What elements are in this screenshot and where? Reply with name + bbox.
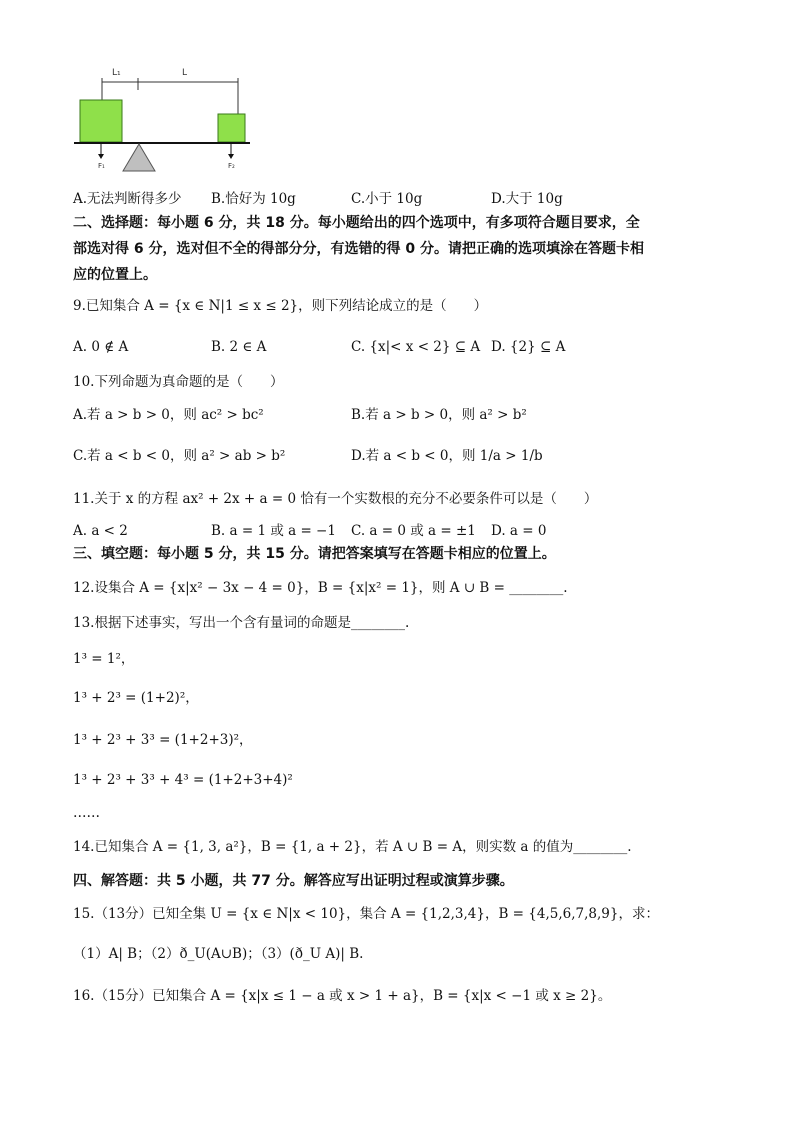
section2-heading-line2: 部选对得 6 分，选对但不全的得部分分，有选错的得 0 分。请把正确的选项填涂在答题卡相 bbox=[73, 241, 644, 257]
q11-option-b: B. a = 1 或 a = −1 bbox=[211, 523, 336, 539]
q13-ellipsis: …… bbox=[73, 805, 100, 821]
lever-balance-figure bbox=[72, 60, 252, 178]
q9-stem: 9.已知集合 A = {x ∈ N|1 ≤ x ≤ 2}，则下列结论成立的是（ ） bbox=[73, 298, 488, 314]
q15-line2: （1）A| B；（2）ð_U(A∪B)；（3）(ð_U A)| B. bbox=[73, 946, 364, 962]
q10-option-c: C.若 a < b < 0，则 a² > ab > b² bbox=[73, 448, 286, 464]
q8-option-d: D.大于 10g bbox=[491, 191, 563, 207]
q8-option-c: C.小于 10g bbox=[351, 191, 423, 207]
q13-fact-1: 1³ = 1²， bbox=[73, 651, 135, 667]
q9-option-d: D. {2} ⊆ A bbox=[491, 339, 566, 355]
q13-fact-2: 1³ + 2³ = (1+2)²， bbox=[73, 690, 199, 706]
label-f2: F₂ bbox=[228, 162, 235, 170]
label-l: L bbox=[182, 68, 188, 78]
q10-option-b: B.若 a > b > 0，则 a² > b² bbox=[351, 407, 527, 423]
q9-option-c: C. {x|< x < 2} ⊆ A bbox=[351, 339, 481, 355]
q11-option-a: A. a < 2 bbox=[73, 523, 128, 539]
left-block bbox=[80, 100, 122, 142]
q15-line1: 15.（13分）已知全集 U = {x ∈ N|x < 10}，集合 A = {1,2,3,4}，B = {4,5,6,7,8,9}，求： bbox=[73, 906, 659, 922]
fulcrum bbox=[123, 144, 155, 171]
q13-fact-3: 1³ + 2³ + 3³ = (1+2+3)²， bbox=[73, 732, 253, 748]
section4-heading: 四、解答题：共 5 小题，共 77 分。解答应写出证明过程或演算步骤。 bbox=[73, 873, 514, 889]
q13-fact-4: 1³ + 2³ + 3³ + 4³ = (1+2+3+4)² bbox=[73, 772, 293, 788]
q10-option-a: A.若 a > b > 0，则 ac² > bc² bbox=[73, 407, 264, 423]
q11-option-c: C. a = 0 或 a = ±1 bbox=[351, 523, 476, 539]
section2-heading-line1: 二、选择题：每小题 6 分，共 18 分。每小题给出的四个选项中，有多项符合题目要求，全 bbox=[73, 215, 640, 231]
section3-heading: 三、填空题：每小题 5 分，共 15 分。请把答案填写在答题卡相应的位置上。 bbox=[73, 546, 556, 562]
right-block bbox=[218, 114, 245, 142]
q16-text: 16.（15分）已知集合 A = {x|x ≤ 1 − a 或 x > 1 + a}，B = {x|x < −1 或 x ≥ 2}。 bbox=[73, 988, 612, 1004]
q9-option-a: A. 0 ∉ A bbox=[73, 339, 129, 355]
q8-option-b: B.恰好为 10g bbox=[211, 191, 296, 207]
q9-option-b: B. 2 ∈ A bbox=[211, 339, 267, 355]
q10-stem: 10.下列命题为真命题的是（ ） bbox=[73, 374, 284, 390]
arrow-head-f1 bbox=[98, 154, 104, 159]
label-l1: L₁ bbox=[112, 68, 121, 78]
q11-stem: 11.关于 x 的方程 ax² + 2x + a = 0 恰有一个实数根的充分不必要条件可以是（ ） bbox=[73, 491, 598, 507]
q12-text: 12.设集合 A = {x|x² − 3x − 4 = 0}，B = {x|x² = 1}，则 A ∪ B = ________. bbox=[73, 580, 568, 596]
q10-option-d: D.若 a < b < 0，则 1/a > 1/b bbox=[351, 448, 543, 464]
q13-stem: 13.根据下述事实，写出一个含有量词的命题是________. bbox=[73, 615, 410, 631]
q14-text: 14.已知集合 A = {1, 3, a²}，B = {1, a + 2}，若 A ∪ B = A，则实数 a 的值为________. bbox=[73, 839, 632, 855]
q11-option-d: D. a = 0 bbox=[491, 523, 547, 539]
label-f1: F₁ bbox=[98, 162, 105, 170]
q8-option-a: A.无法判断得多少 bbox=[73, 191, 182, 207]
arrow-head-f2 bbox=[228, 154, 234, 159]
section2-heading-line3: 应的位置上。 bbox=[73, 267, 157, 283]
